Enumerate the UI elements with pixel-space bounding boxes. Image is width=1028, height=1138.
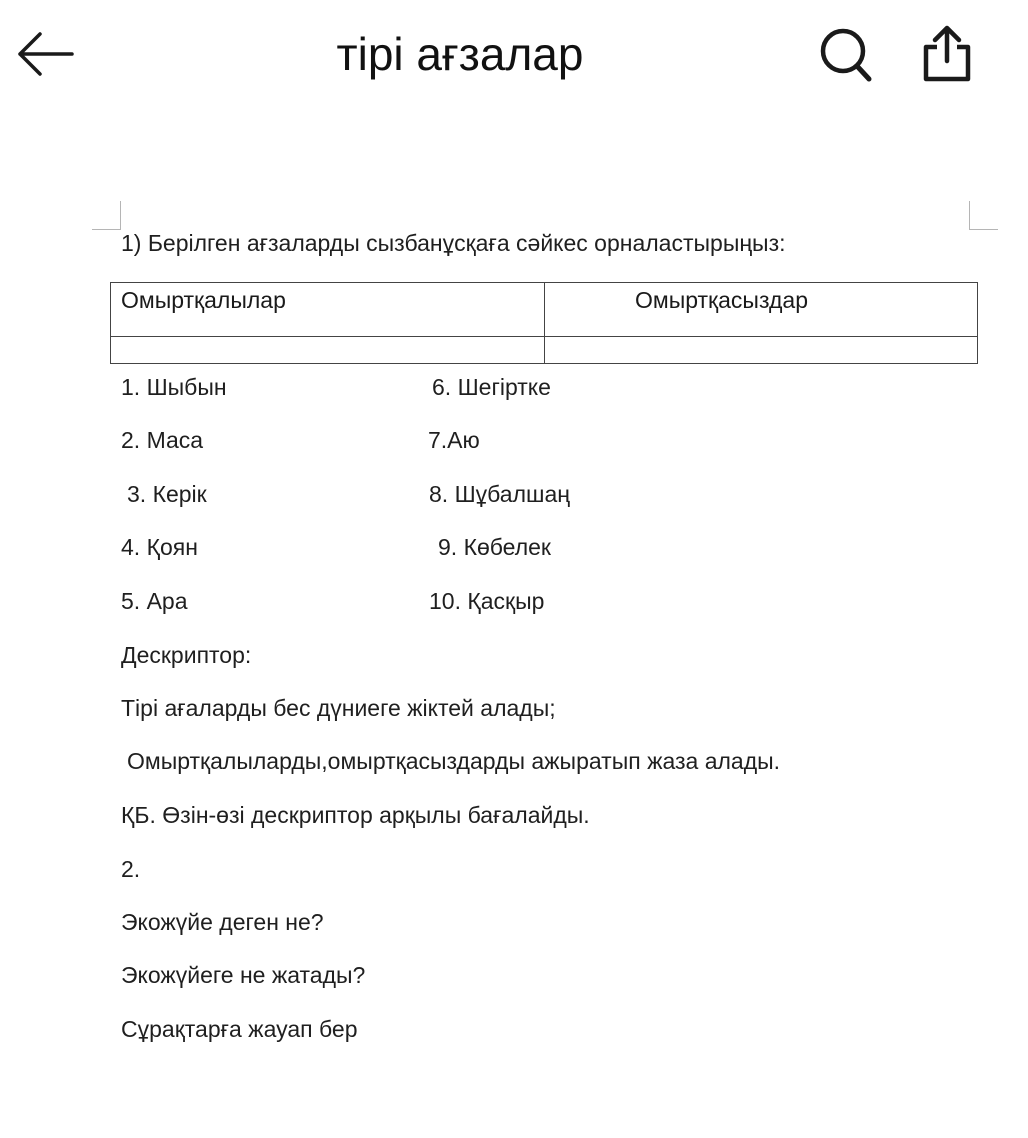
list-item: 2. Маса [121,427,204,453]
arrow-left-icon [14,31,76,77]
descriptor-line: Тірі ағаларды бес дүниеге жіктей алады; [121,695,556,721]
list-item: 9. Көбелек [438,534,551,560]
classification-table [110,282,978,364]
question-text: Экожүйе деген не? [121,909,324,935]
table-cell-invertebrates[interactable] [545,337,977,364]
list-item: 6. Шегіртке [432,374,551,400]
task1-text: 1) Берілген ағзаларды сызбанұсқаға сәйкес орналастырыңыз: [121,230,786,256]
question-text: Экожүйеге не жатады? [121,962,366,988]
list-item: 5. Ара [121,588,188,614]
share-icon [922,23,972,83]
top-bar [0,0,1028,110]
table-header-invertebrates: Омыртқасыздар [635,287,808,313]
list-item: 1. Шыбын [121,374,227,400]
list-item: 3. Керік [127,481,207,507]
search-button[interactable] [812,22,882,88]
list-item: 4. Қоян [121,534,198,560]
list-item: 7.Аю [428,427,480,453]
page-corner-mark-right [969,201,998,230]
back-button[interactable] [10,24,80,84]
search-icon [819,25,875,85]
share-button[interactable] [912,18,982,88]
task2-number: 2. [121,856,141,882]
table-cell-vertebrates[interactable] [111,337,544,364]
question-text: Сұрақтарға жауап бер [121,1016,358,1042]
descriptor-label: Дескриптор: [121,642,252,668]
table-header-vertebrates: Омыртқалылар [121,287,286,313]
list-item: 10. Қасқыр [429,588,545,614]
assessment-text: ҚБ. Өзін-өзі дескриптор арқылы бағалайды. [121,802,590,828]
descriptor-line: Омыртқалыларды,омыртқасыздарды ажыратып жаза алады. [127,748,781,774]
page-corner-mark-left [92,201,121,230]
page-title: тірі ағзалар [336,28,584,80]
list-item: 8. Шұбалшаң [429,481,570,507]
